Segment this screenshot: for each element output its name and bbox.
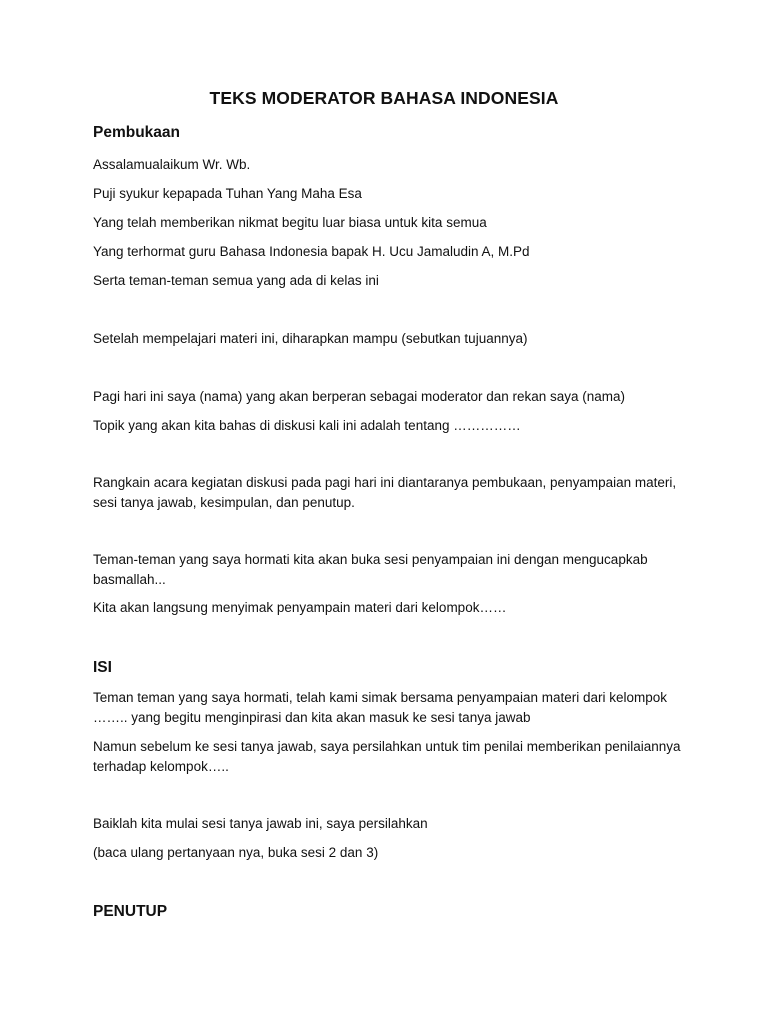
paragraph-assessment: Namun sebelum ke sesi tanya jawab, saya persilahkan untuk tim penilai memberikan penilaiannya terhadap kelompok…..: [93, 739, 681, 774]
paragraph-qa-start: Baiklah kita mulai sesi tanya jawab ini, saya persilahkan: [93, 816, 428, 831]
paragraph-agenda: Rangkain acara kegiatan diskusi pada pagi hari ini diantaranya pembukaan, penyampaian materi, sesi tanya jawab, kesimpulan, dan penutup.: [93, 475, 677, 510]
section-heading-penutup: PENUTUP: [93, 903, 168, 920]
paragraph-after-presentation: Teman teman yang saya hormati, telah kami simak bersama penyampaian materi dari kelompok …….. yang begitu menginpirasi dan kita akan masuk ke sesi tanya jawab: [93, 690, 668, 725]
paragraph-moderator-intro: Pagi hari ini saya (nama) yang akan berperan sebagai moderator dan rekan saya (nama): [93, 389, 626, 404]
paragraph-blessing: Yang telah memberikan nikmat begitu luar biasa untuk kita semua: [93, 215, 487, 230]
paragraph-topic: Topik yang akan kita bahas di diskusi kali ini adalah tentang ……………: [93, 418, 521, 433]
paragraph-classmates: Serta teman-teman semua yang ada di kelas ini: [93, 273, 379, 288]
paragraph-honored-teacher: Yang terhormat guru Bahasa Indonesia bapak H. Ucu Jamaludin A, M.Pd: [93, 244, 530, 259]
paragraph-gratitude: Puji syukur kepapada Tuhan Yang Maha Esa: [93, 186, 362, 201]
section-heading-pembukaan: Pembukaan: [93, 124, 181, 141]
paragraph-qa-note: (baca ulang pertanyaan nya, buka sesi 2 dan 3): [93, 845, 379, 860]
paragraph-greeting: Assalamualaikum Wr. Wb.: [93, 157, 251, 172]
paragraph-listen-material: Kita akan langsung menyimak penyampain materi dari kelompok……: [93, 600, 507, 615]
section-heading-isi: ISI: [93, 659, 112, 676]
paragraph-open-session: Teman-teman yang saya hormati kita akan buka sesi penyampaian ini dengan mengucapkab basmallah...: [93, 552, 648, 587]
paragraph-objective: Setelah mempelajari materi ini, diharapkan mampu (sebutkan tujuannya): [93, 331, 528, 346]
document-title: TEKS MODERATOR BAHASA INDONESIA: [209, 88, 559, 108]
